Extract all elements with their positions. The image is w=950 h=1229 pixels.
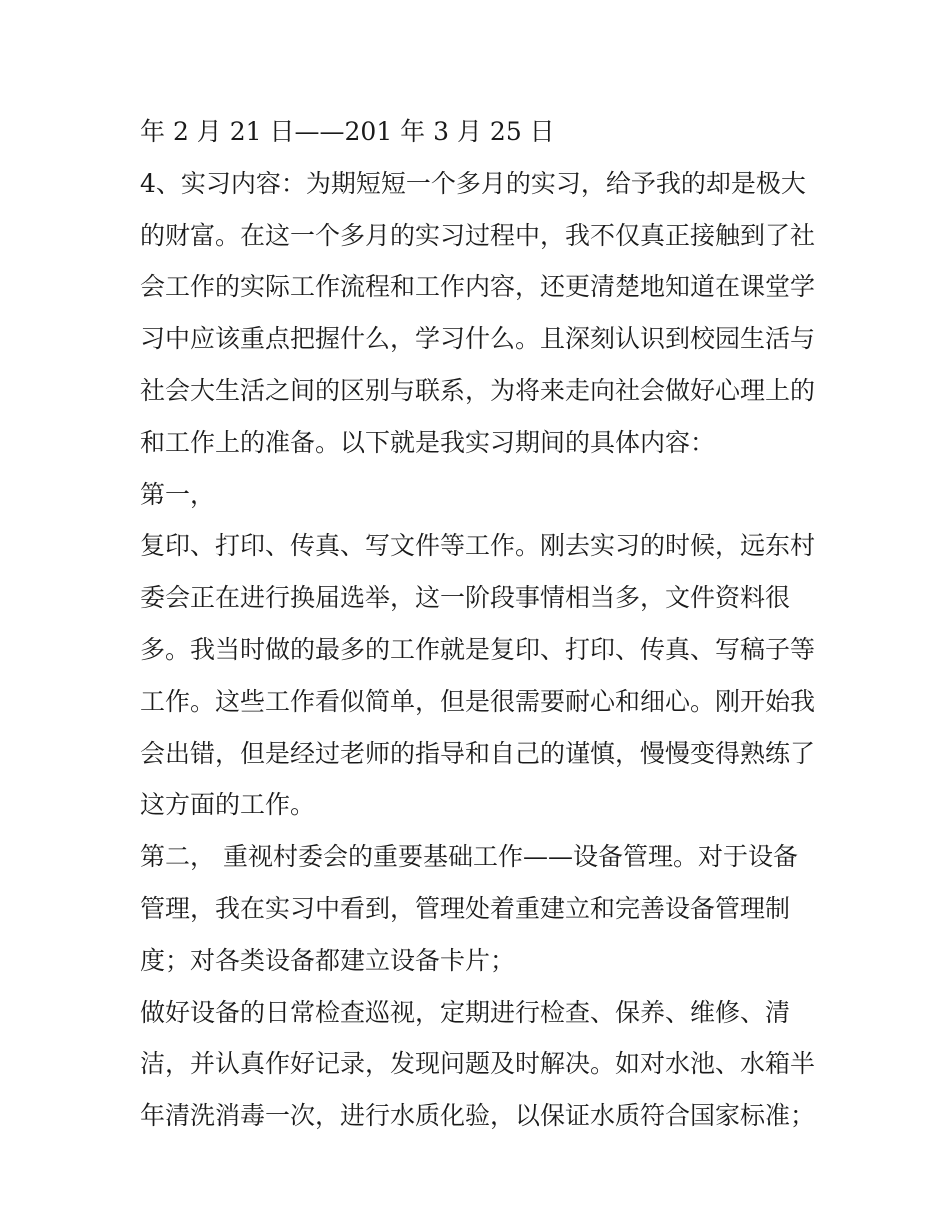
text-line: 做好设备的日常检查巡视，定期进行检查、保养、维修、清	[140, 997, 791, 1027]
text-line: 工作。这些工作看似简单，但是很需要耐心和细心。刚开始我	[140, 686, 816, 716]
text-line: 社会大生活之间的区别与联系，为将来走向社会做好心理上的	[140, 375, 816, 405]
text-line: 和工作上的准备。以下就是我实习期间的具体内容：	[140, 427, 716, 457]
text-line: 管理，我在实习中看到，管理处着重建立和完善设备管理制	[140, 893, 791, 923]
text-line: 第一，	[140, 479, 216, 509]
text-line: 习中应该重点把握什么，学习什么。且深刻认识到校园生活与	[140, 324, 816, 354]
text-line: 4、实习内容：为期短短一个多月的实习，给予我的却是极大	[140, 168, 806, 198]
text-line: 第二， 重视村委会的重要基础工作——设备管理。对于设备	[140, 842, 798, 872]
text-line: 的财富。在这一个多月的实习过程中，我不仅真正接触到了社	[140, 220, 816, 250]
text-line: 年 2 月 21 日——201 年 3 月 25 日	[140, 117, 555, 146]
text-line: 洁，并认真作好记录，发现问题及时解决。如对水池、水箱半	[140, 1049, 816, 1079]
text-line: 复印、打印、传真、写文件等工作。刚去实习的时候，远东村	[140, 531, 816, 561]
text-line: 度；对各类设备都建立设备卡片；	[140, 945, 516, 975]
text-line: 会工作的实际工作流程和工作内容，还更清楚地知道在课堂学	[140, 272, 816, 302]
text-line: 年清洗消毒一次，进行水质化验，以保证水质符合国家标准；	[140, 1101, 816, 1131]
text-line: 委会正在进行换届选举，这一阶段事情相当多，文件资料很	[140, 583, 791, 613]
text-line: 这方面的工作。	[140, 790, 316, 820]
text-line: 多。我当时做的最多的工作就是复印、打印、传真、写稿子等	[140, 634, 816, 664]
document-body	[140, 106, 820, 1142]
text-line: 会出错，但是经过老师的指导和自己的谨慎，慢慢变得熟练了	[140, 738, 816, 768]
